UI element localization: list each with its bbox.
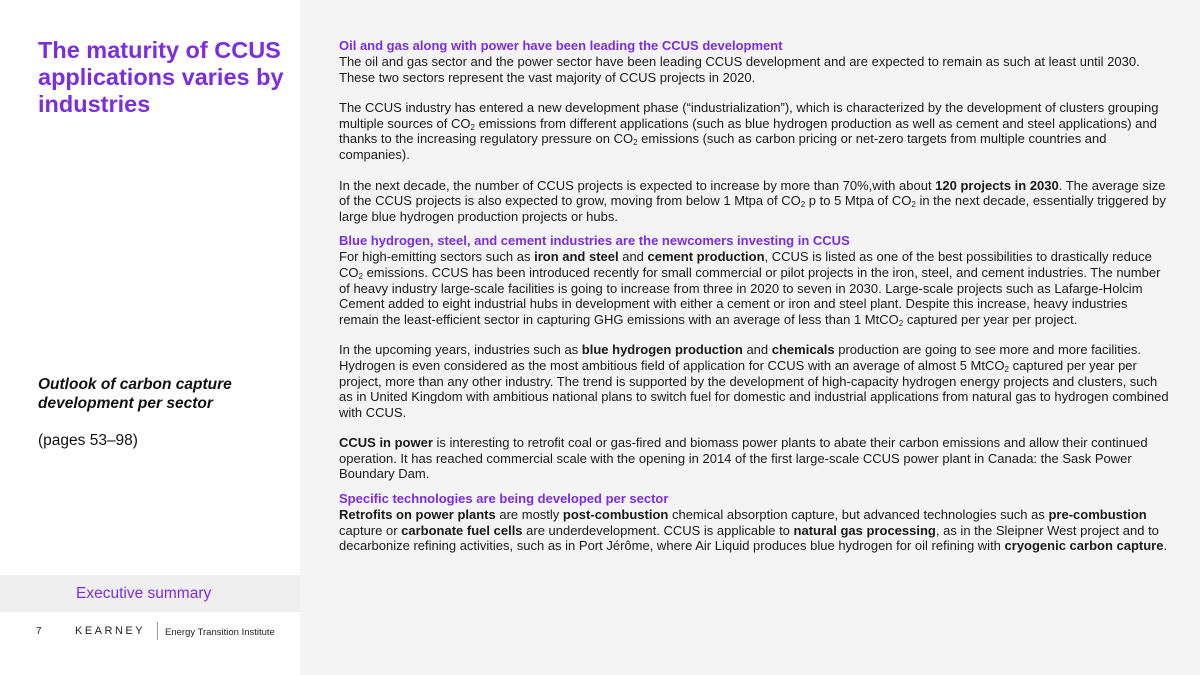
body-content bbox=[339, 38, 1169, 554]
paragraph-heavy-industry: For high-emitting sectors such as iron and steel and cement production, CCUS is listed as one of the best possibilities to drastically reduce $CO_2$ emissions. CCUS has been introduced recently for small commercial or pilot projects in the iron, steel, and cement industries. The number of heavy industry large-scale facilities is going to increase from three in 2020 to seven in 2030. Large-scale projects such as Lafarge-Holcim Cement added to eight industrial hubs in development with either a cement or iron and steel plant. Despite this increase, heavy industries remain the least-efficient sector in capturing GHG emissions with an average of less than 1 MtCO$_2$ captured per year per project. bbox=[339, 249, 1161, 328]
executive-summary-link[interactable]: Executive summary bbox=[76, 585, 212, 602]
paragraph-next-decade: In the next decade, the number of CCUS projects is expected to increase by more than 70%,with about 120 projects in 2030. The average size of the CCUS projects is also expected to grow, moving from below 1 Mtpa of $CO_2$ p to 5 Mtpa of $CO_2$ in the next decade, essentially triggered by large blue hydrogen production projects or hubs. bbox=[339, 177, 1166, 224]
section-heading-oil-gas-power: Oil and gas along with power have been leading the CCUS development bbox=[339, 38, 783, 53]
page-title: The maturity of CCUS applications varies by industries bbox=[38, 37, 284, 117]
outlook-heading: Outlook of carbon capture development per sector bbox=[38, 376, 232, 412]
page-range: (pages 53–98) bbox=[38, 432, 138, 449]
page-number: 7 bbox=[36, 626, 42, 637]
left-panel bbox=[0, 0, 300, 675]
institute-name: Energy Transition Institute bbox=[165, 627, 275, 638]
section-heading-technologies: Specific technologies are being developed per sector bbox=[339, 491, 669, 507]
paragraph-power: CCUS in power is interesting to retrofit coal or gas-fired and biomass power plants to abate their carbon emissions and allow their continued operation. It has reached commercial scale with the opening in 2014 of the first large-scale CCUS power plant in Canada: the Sask Power Boundary Dam. bbox=[339, 435, 1148, 482]
logo-divider bbox=[157, 622, 158, 640]
section-tab-bar bbox=[0, 575, 300, 612]
paragraph-hydrogen: In the upcoming years, industries such as blue hydrogen production and chemicals production are going to see more and more facilities. Hydrogen is even considered as the most ambitious field of application for CCUS with an average of almost 5 MtCO$_2$ captured per year per project, more than any other industry. The trend is supported by the development of high-capacity hydrogen energy projects and clusters, such as in United Kingdom with ambitious national plans to switch fuel for domestic and industrial applications from natural gas to hydrogen combined with CCUS. bbox=[339, 342, 1169, 420]
brand-logo: KEARNEY bbox=[75, 625, 146, 637]
paragraph-industrialization: The CCUS industry has entered a new development phase (“industrialization”), which is characterized by the development of clusters grouping multiple sources of $CO_2$ emissions from different applications (such as blue hydrogen production as well as cement and steel applications) and thanks to the increasing regulatory pressure on $CO_2$ emissions (such as carbon pricing or net-zero targets from multiple countries and companies). bbox=[339, 100, 1159, 162]
paragraph-leading-sectors: The oil and gas sector and the power sector have been leading CCUS development and are expected to remain as such at least until 2030. These two sectors represent the vast majority of CCUS projects in 2020. bbox=[339, 54, 1140, 85]
paragraph-technologies: Retrofits on power plants are mostly post-combustion chemical absorption capture, but advanced technologies such as pre-combustion capture or carbonate fuel cells are underdevelopment. CCUS is applicable to natural gas processing, as in the Sleipner West project and to decarbonize refining activities, such as in Port Jérôme, where Air Liquid produces blue hydrogen for oil refining with cryogenic carbon capture. bbox=[339, 507, 1168, 554]
section-heading-newcomers: Blue hydrogen, steel, and cement industries are the newcomers investing in CCUS bbox=[339, 233, 850, 249]
